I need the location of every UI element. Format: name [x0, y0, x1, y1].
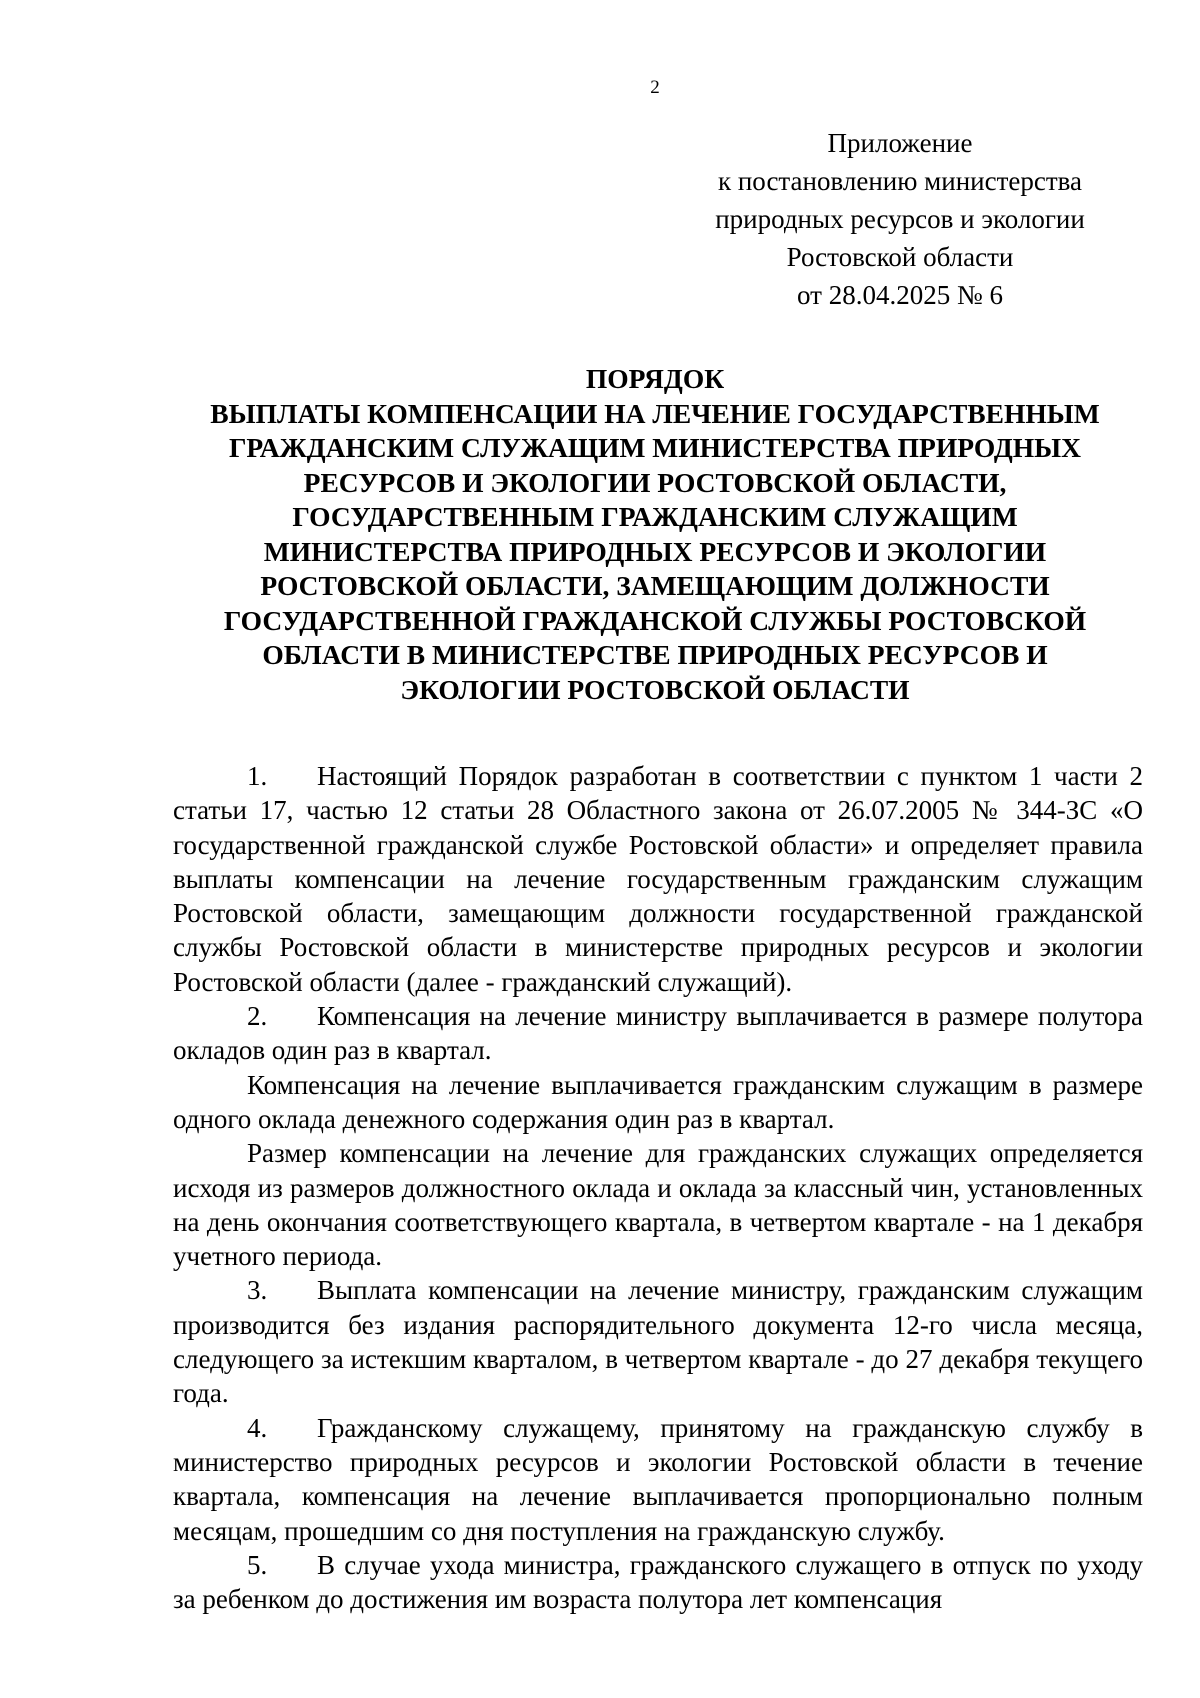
paragraph-number: 3. [247, 1275, 268, 1306]
title-line: ГОСУДАРСТВЕННОЙ ГРАЖДАНСКОЙ СЛУЖБЫ РОСТОВСКОЙ [223, 604, 1087, 636]
paragraph-number: 2. [247, 1001, 268, 1032]
appendix-line: Приложение [827, 128, 973, 158]
title-line: ВЫПЛАТЫ КОМПЕНСАЦИИ НА ЛЕЧЕНИЕ ГОСУДАРСТВЕННЫМ [210, 397, 1100, 429]
title-line: РЕСУРСОВ И ЭКОЛОГИИ РОСТОВСКОЙ ОБЛАСТИ, [303, 466, 1007, 498]
paragraph-5 [173, 1548, 1143, 1617]
title-line: ЭКОЛОГИИ РОСТОВСКОЙ ОБЛАСТИ [400, 673, 910, 705]
appendix-line: природных ресурсов и экологии [715, 204, 1085, 234]
title-line: ГРАЖДАНСКИМ СЛУЖАЩИМ МИНИСТЕРСТВА ПРИРОДНЫХ [228, 432, 1082, 463]
paragraph-number: 5. [247, 1549, 268, 1580]
paragraph-text: Гражданскому служащему, принятому на гражданскую службу в министерство природных ресурсов и экологии Ростовской области в течение квартала, компенсация на лечение выплачивается пропорционально полным месяцам, прошедшим со дня поступления на гражданскую службу. [173, 1412, 1143, 1546]
paragraph-3 [173, 1273, 1143, 1410]
paragraph-2-c [173, 1136, 1143, 1273]
paragraph-2 [173, 999, 1143, 1068]
appendix-line: к постановлению министерства [717, 166, 1083, 196]
paragraph-4 [173, 1411, 1143, 1548]
document-title [180, 362, 1130, 707]
paragraph-text: Выплата компенсации на лечение министру, гражданским служащим производится без издания распорядительного документа 12-го числа месяца, следующего за истекшим кварталом, в четвертом квартале - до 27 декабря текущего года. [173, 1275, 1143, 1409]
title-line: ОБЛАСТИ В МИНИСТЕРСТВЕ ПРИРОДНЫХ РЕСУРСОВ И [262, 639, 1048, 670]
paragraph-text: Компенсация на лечение выплачивается гражданским служащим в размере одного оклада денежного содержания один раз в квартал. [173, 1069, 1143, 1134]
appendix-line: от 28.04.2025 № 6 [797, 280, 1003, 310]
appendix-line: Ростовской области [786, 242, 1014, 272]
title-line: МИНИСТЕРСТВА ПРИРОДНЫХ РЕСУРСОВ И ЭКОЛОГИИ [263, 535, 1047, 567]
appendix-block [690, 124, 1110, 314]
paragraph-text: Настоящий Порядок разработан в соответствии с пунктом 1 части 2 статьи 17, частью 12 статьи 28 Областного закона от 26.07.2005 № 344-ЗС «О государственной гражданской службе Ростовской области» и определяет правила выплаты компенсации на лечение государственным гражданским служащим Ростовской области, замещающим должности государственной гражданской службы Ростовской области в министерстве природных ресурсов и экологии Ростовской области (далее - гражданский служащий). [173, 761, 1143, 997]
document-body [173, 759, 1143, 1616]
paragraph-number: 1. [247, 761, 268, 791]
paragraph-text: В случае ухода министра, гражданского служащего в отпуск по уходу за ребенком до достижения им возраста полутора лет компенсация [173, 1549, 1143, 1615]
title-line: РОСТОВСКОЙ ОБЛАСТИ, ЗАМЕЩАЮЩИМ ДОЛЖНОСТИ [260, 570, 1050, 601]
page-number: 2 [650, 77, 660, 98]
paragraph-text: Размер компенсации на лечение для гражданских служащих определяется исходя из размеров должностного оклада и оклада за классный чин, установленных на день окончания соответствующего квартала, в четвертом квартале - на 1 декабря учетного периода. [173, 1138, 1143, 1272]
paragraph-text: Компенсация на лечение министру выплачивается в размере полутора окладов один раз в квартал. [173, 1001, 1143, 1066]
title-line: ПОРЯДОК [585, 363, 725, 394]
paragraph-1 [173, 759, 1143, 999]
paragraph-2-b [173, 1068, 1143, 1137]
title-line: ГОСУДАРСТВЕННЫМ ГРАЖДАНСКИМ СЛУЖАЩИМ [292, 501, 1018, 532]
paragraph-number: 4. [247, 1412, 268, 1443]
